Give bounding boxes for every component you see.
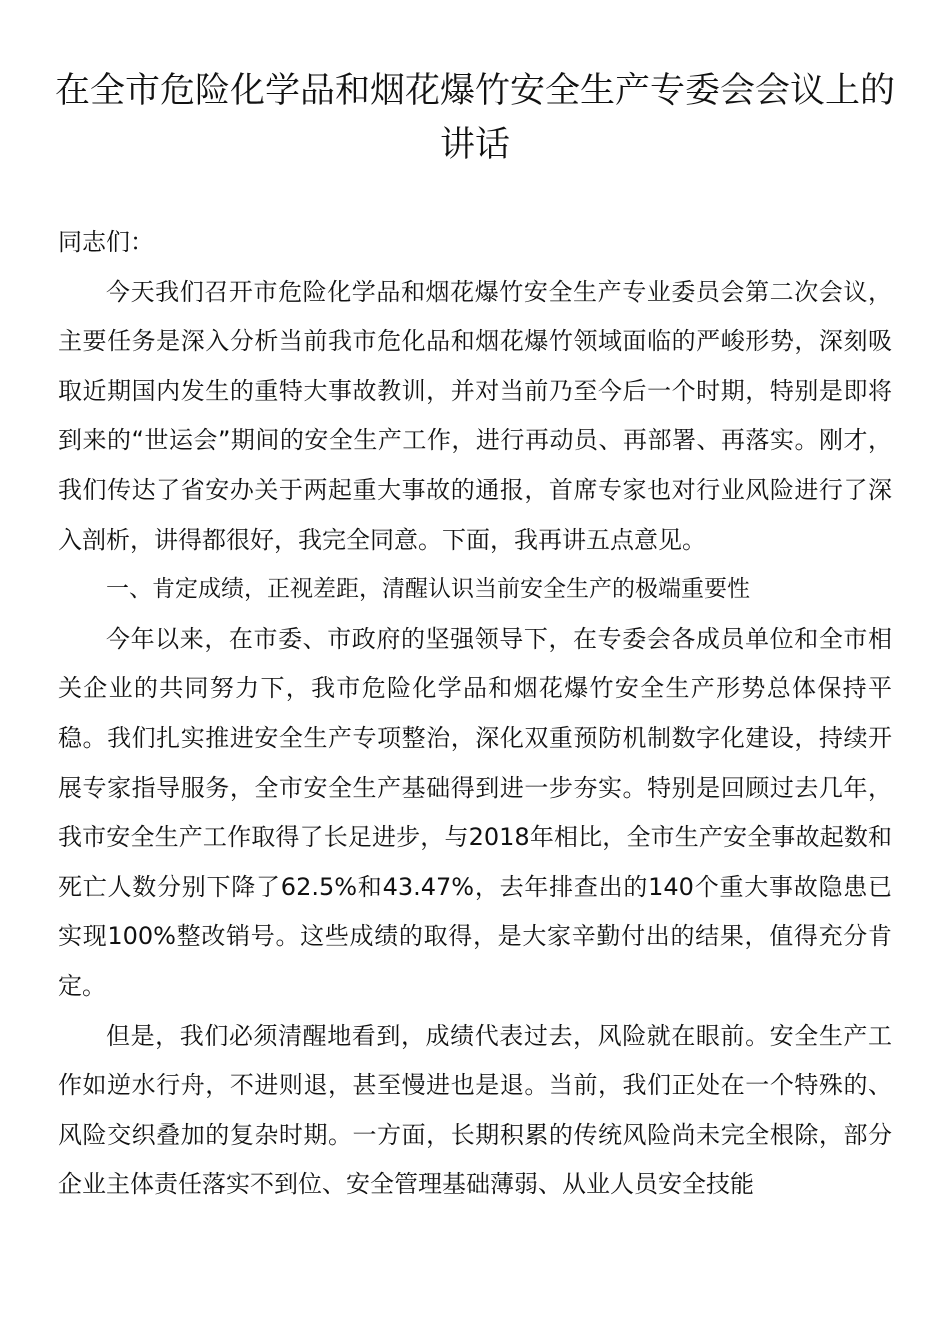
document-title: 在全市危险化学品和烟花爆竹安全生产专委会会议上的讲话 — [55, 71, 896, 165]
paragraph-intro: 今天我们召开市危险化学品和烟花爆竹安全生产专业委员会第二次会议，主要任务是深入分析当前我市危化品和烟花爆竹领域面临的严峻形势，深刻吸取近期国内发生的重特大事故教训，并对当前乃至今后一个时期，特别是即将到来的“世运会”期间的安全生产工作，进行再动员、再部署、再落实。刚才，我们传达了省安办关于两起重大事故的通报，首席专家也对行业风险进行了深入剖析，讲得都很好，我完全同意。下面，我再讲五点意见。 — [58, 277, 892, 554]
section-heading-1: 一、肯定成绩，正视差距，清醒认识当前安全生产的极端重要性 — [106, 576, 750, 603]
document-body — [58, 218, 892, 1210]
paragraph-risks: 但是，我们必须清醒地看到，成绩代表过去，风险就在眼前。安全生产工作如逆水行舟，不进则退，甚至慢进也是退。当前，我们正处在一个特殊的、风险交织叠加的复杂时期。一方面，长期积累的传统风险尚未完全根除，部分企业主体责任落实不到位、安全管理基础薄弱、从业人员安全技能 — [58, 1021, 892, 1199]
salutation: 同志们： — [58, 228, 154, 256]
paragraph-achievements: 今年以来，在市委、市政府的坚强领导下，在专委会各成员单位和全市相关企业的共同努力下，我市危险化学品和烟花爆竹安全生产形势总体保持平稳。我们扎实推进安全生产专项整治，深化双重预防机制数字化建设，持续开展专家指导服务，全市安全生产基础得到进一步夯实。特别是回顾过去几年，我市安全生产工作取得了长足进步，与2018年相比，全市生产安全事故起数和死亡人数分别下降了62.5%和43.47%，去年排查出的140个重大事故隐患已实现100%整改销号。这些成绩的取得，是大家辛勤付出的结果，值得充分肯定。 — [58, 624, 892, 1000]
